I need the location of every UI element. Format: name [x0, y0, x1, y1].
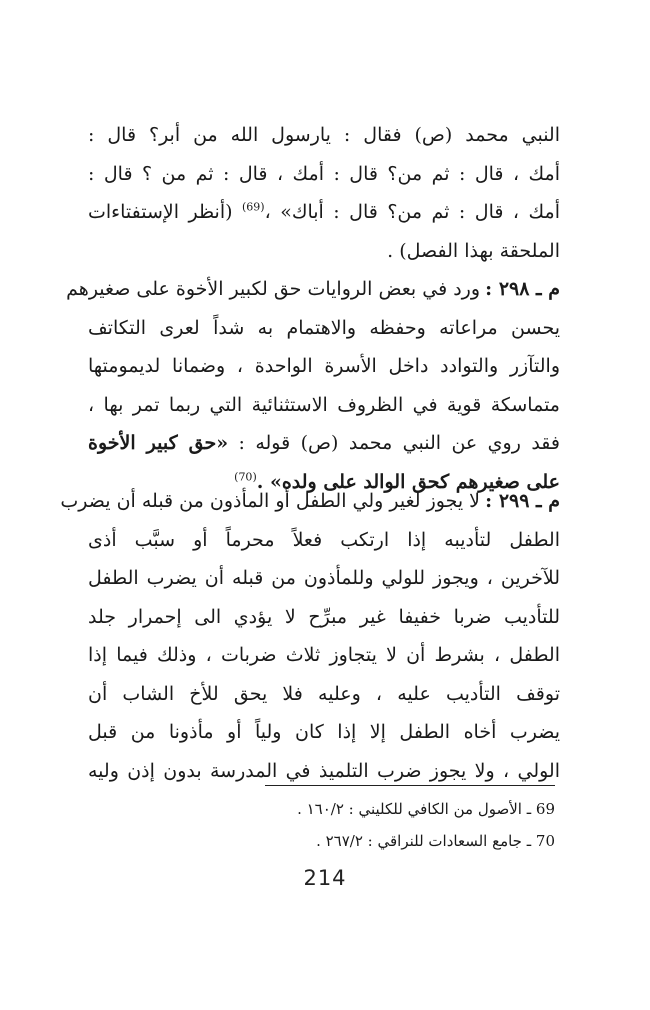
- text-segment: فقد روي عن النبي محمد (ص) قوله :: [228, 432, 560, 454]
- text-line: الملحقة بهذا الفصل) .: [387, 239, 560, 262]
- text-line: يضرب أخاه الطفل إلا إذا كان ولياً أو مأذونا من قبل: [88, 721, 560, 743]
- footnote-number: 69: [535, 800, 555, 818]
- text-line: للتأديب ضربا خفيفا غير مبرِّح لا يؤدي الى إحمرار جلد: [88, 605, 560, 628]
- text-line: للآخرين ، ويجوز للولي وللمأذون من قبله أن يضرب الطفل: [88, 567, 560, 589]
- text-line: الولي ، ولا يجوز ضرب التلميذ في المدرسة بدون إذن وليه: [88, 759, 560, 782]
- text-line: [88, 193, 560, 232]
- footnote-divider: [265, 785, 555, 786]
- ruling-298-first-line: [66, 270, 480, 309]
- footnote-ref-69: (69): [242, 200, 265, 214]
- text-line: [88, 424, 560, 463]
- text-line: أمك ، قال : ثم من؟ قال : أمك ، قال : ثم من ؟ قال :: [88, 162, 560, 185]
- text-line: ورد في بعض الروايات حق لكبير الأخوة على صغيرهم: [66, 278, 480, 300]
- footnote-text: ـ الأصول من الكافي للكليني : ١٦٠/٢ .: [297, 800, 532, 818]
- page-number: 214: [303, 866, 347, 890]
- text-line: يحسن مراعاته وحفظه والاهتمام به شداً لعرى التكاتف: [88, 316, 560, 339]
- hadith-quote: «حق كبير الأخوة: [88, 432, 229, 454]
- text-line: النبي محمد (ص) فقال : يارسول الله من أبر؟ قال :: [88, 124, 560, 146]
- footnote-number: 70: [535, 832, 555, 850]
- text-line: متماسكة قوية في الظروف الاستثنائية التي ربما تمر بها ،: [88, 393, 560, 416]
- text-segment: أمك ، قال : ثم من؟ قال : أباك» ،: [264, 201, 560, 223]
- ruling-299-first-line: [60, 482, 480, 521]
- text-line: الطفل ، بشرط أن لا يتجاوز ثلاث ضربات ، وذلك فيما إذا: [88, 644, 560, 666]
- text-line: لا يجوز لغير ولي الطفل أو المأذون من قبله أن يضرب: [60, 490, 480, 512]
- intro-paragraph: [88, 116, 560, 270]
- hadith-quote: على صغيرهم كحق الوالد على ولده» .: [256, 470, 560, 493]
- text-line: والتآزر والتوادد داخل الأسرة الواحدة ، وضمانا لديمومتها: [88, 355, 560, 377]
- text-line: الطفل لتأديبه إذا ارتكب فعلاً محرماً أو سبَّب أذى: [88, 528, 560, 551]
- footnote-70: [316, 830, 555, 852]
- footnote-69: [297, 798, 555, 820]
- ruling-number-299: م ـ ٢٩٩ :: [485, 490, 560, 512]
- ruling-number-298: م ـ ٢٩٨ :: [485, 278, 560, 300]
- footnote-text: ـ جامع السعادات للنراقي : ٢٦٧/٢ .: [316, 832, 532, 850]
- text-line: توقف التأديب عليه ، وعليه فلا يحق للأخ الشاب أن: [88, 682, 560, 705]
- ruling-298-paragraph: [88, 309, 560, 502]
- ruling-299-paragraph: [88, 521, 560, 791]
- footnote-ref-70: (70): [234, 470, 257, 484]
- text-segment: (أنظر الإستفتاءات: [88, 201, 242, 223]
